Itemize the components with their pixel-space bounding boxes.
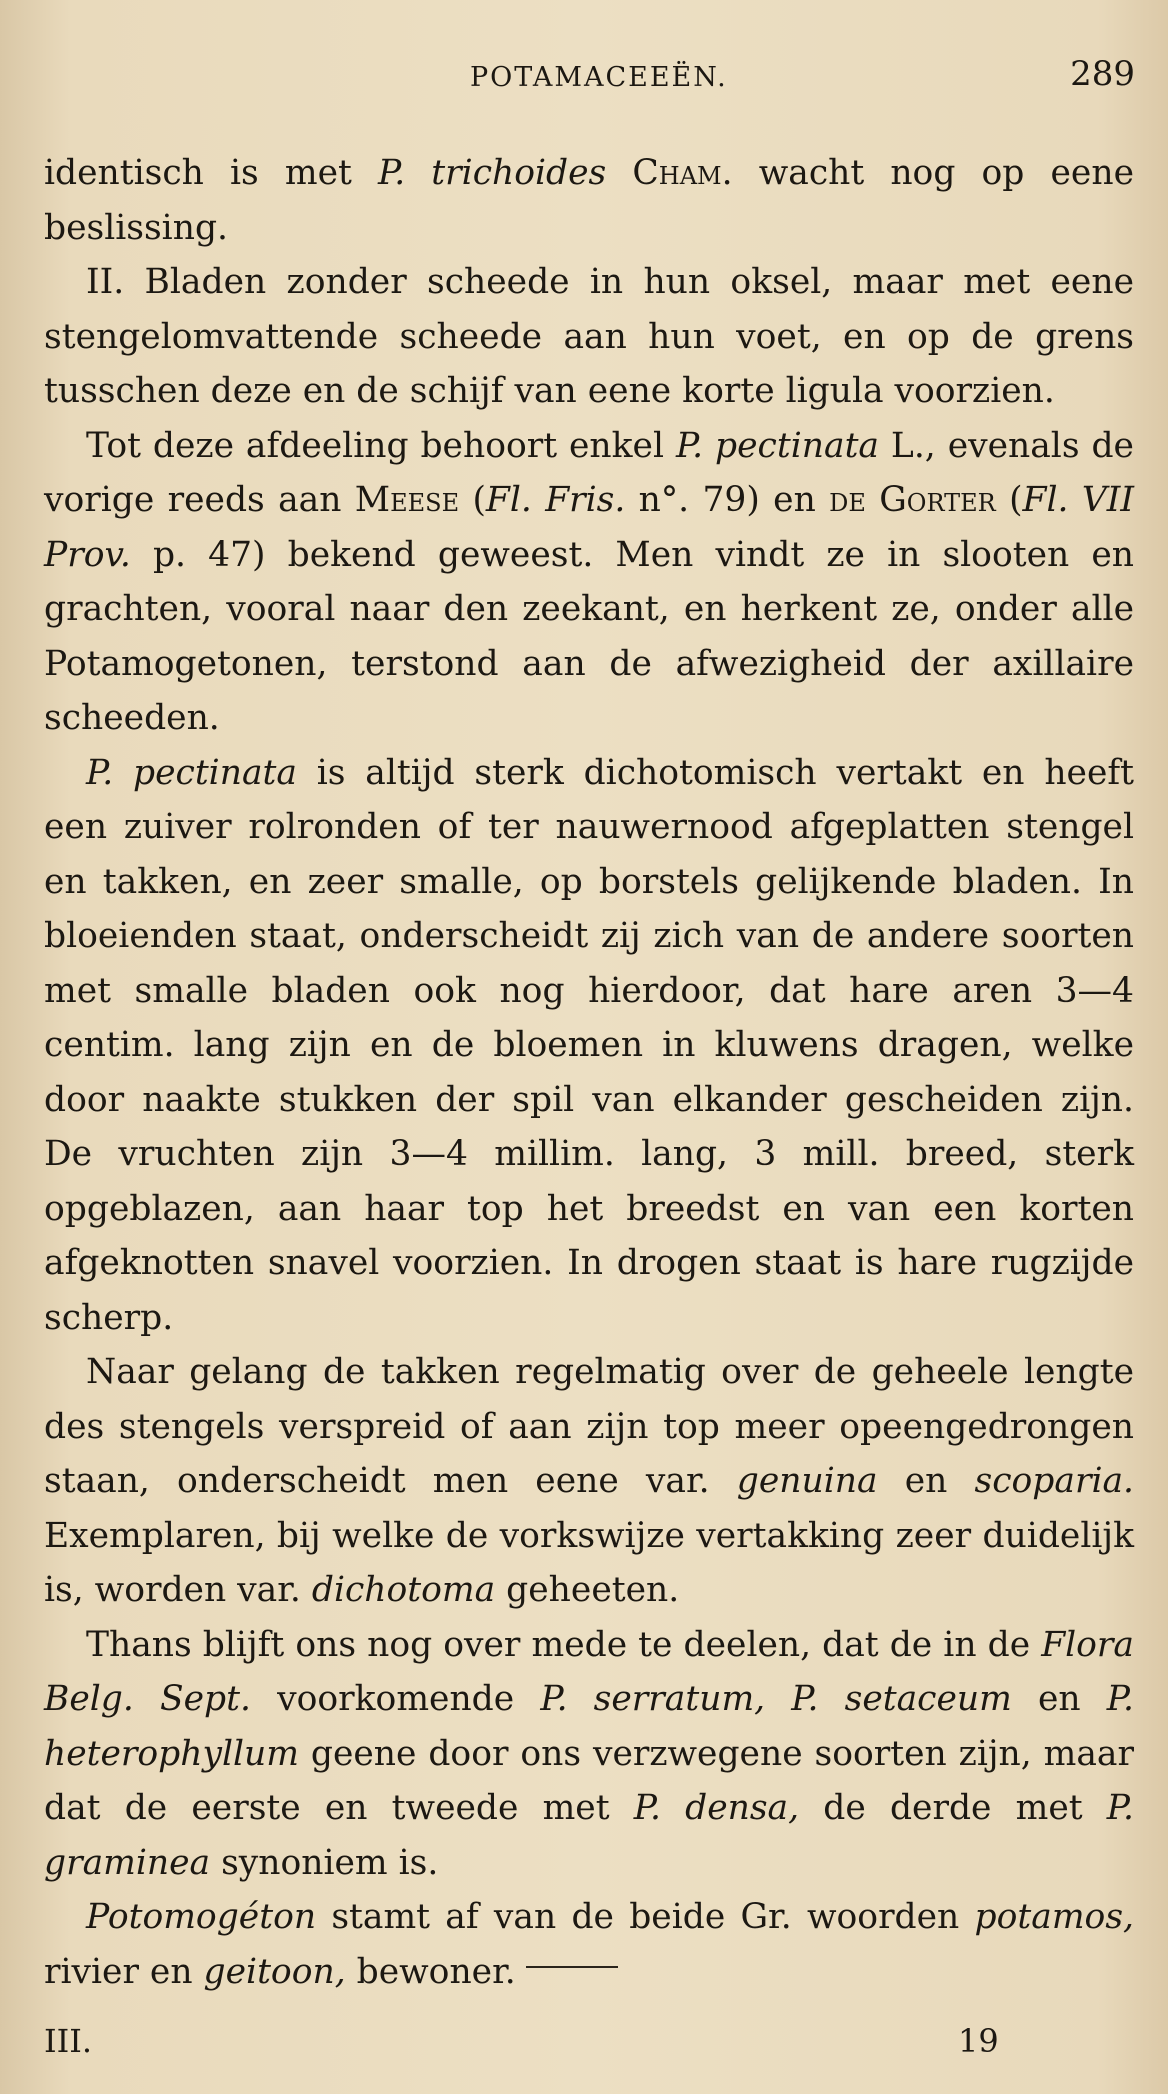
reference-title: Fl. Fris.	[485, 480, 626, 520]
species-name: P. serratum,	[540, 1679, 766, 1719]
text-run: Tot deze afdeeling behoort enkel	[86, 425, 676, 466]
text-run: bewoner.	[345, 1951, 516, 1992]
sheet-number: 19	[958, 2022, 999, 2060]
species-name: P. densa,	[633, 1788, 800, 1828]
text-run: Exemplaren, bij welke de vorkswijze vertakking zeer duidelijk is, worden var.	[44, 1515, 1134, 1610]
text-run: en	[877, 1461, 975, 1501]
author-name: de Gorter	[829, 480, 996, 520]
genus-name: Potomogéton	[86, 1897, 317, 1937]
species-name: P. pectinata	[675, 425, 879, 466]
species-name: P. heterophyllum	[44, 1679, 1134, 1774]
reference-title: Fl. VII Prov.	[44, 480, 1134, 575]
paragraph-5	[44, 1345, 1134, 1618]
species-name: P. graminea	[44, 1788, 1134, 1883]
text-run: identisch is met	[44, 153, 378, 193]
greek-word: potamos,	[974, 1897, 1134, 1937]
paragraph-2	[44, 255, 1134, 419]
paragraph-4	[44, 746, 1134, 1346]
signature-mark: III.	[44, 2022, 93, 2060]
paragraph-6	[44, 1618, 1134, 1891]
text-run: en	[1011, 1679, 1107, 1719]
species-name: P. pectinata	[86, 752, 297, 793]
text-run: stamt af van de beide Gr. woorden	[316, 1897, 975, 1937]
text-run: synoniem is.	[210, 1842, 439, 1883]
text-run: wacht nog op eene beslissing.	[44, 153, 1134, 248]
text-run	[765, 1679, 791, 1719]
text-run: n°. 79) en	[625, 480, 830, 520]
species-name: P. setaceum	[791, 1679, 1012, 1719]
paragraph-1	[44, 146, 1134, 255]
text-run: voorkomende	[250, 1679, 541, 1719]
text-run: geheeten.	[495, 1570, 680, 1610]
variety-name: dichotoma	[311, 1570, 496, 1610]
variety-name: genuina	[736, 1461, 878, 1501]
text-run: geene door ons verzwegene soorten zijn, maar dat de eerste en tweede met	[44, 1733, 1134, 1828]
body-text	[44, 146, 1134, 1999]
text-run: is altijd sterk dichotomisch vertakt en heeft een zuiver rolronden of ter nauwernood afgeplatten stengel en takken, en zeer smalle, op borstels gelijkende bladen. In bloeienden staat, onderscheidt zij zich van de andere soorten met smalle bladen ook nog hierdoor, dat hare aren 3—4 centim. lang zijn en de bloemen in kluwens dragen, welke door naakte stukken der spil van elkander gescheiden zijn. De vruchten zijn 3—4 millim. lang, 3 mill. breed, sterk opgeblazen, aan haar top het breedst en van een korten afgeknotten snavel voorzien. In drogen staat is hare rugzijde scherp.	[44, 752, 1135, 1338]
text-run: de derde met	[799, 1788, 1107, 1828]
section-rule	[526, 1966, 618, 1968]
text-run: L., evenals de vorige reeds aan	[44, 425, 1134, 520]
text-run: (	[995, 480, 1023, 520]
author-name: Cham.	[632, 153, 733, 193]
author-name: Meese	[354, 480, 460, 520]
paragraph-3	[44, 419, 1134, 746]
text-run: (	[459, 480, 486, 520]
text-run: II. Bladen zonder scheede in hun oksel, maar met eene stengelomvattende scheede aan hun voet, en op de grens tusschen deze en de schijf van eene korte ligula voorzien.	[44, 262, 1134, 411]
page-number: 289	[1070, 54, 1135, 94]
text-run: Naar gelang de takken regelmatig over de geheele lengte des stengels verspreid of aan zijn top meer opeengedrongen staan, onderscheidt men eene var.	[44, 1352, 1134, 1501]
greek-word: geitoon,	[203, 1951, 346, 1992]
text-run: p. 47) bekend geweest. Men vindt ze in slooten en grachten, vooral naar den zeekant, en herkent ze, onder alle Potamogetonen, terstond aan de afwezigheid der axillaire scheeden.	[44, 534, 1134, 738]
running-head: POTAMACEEËN.	[470, 62, 728, 93]
text-run: Thans blijft ons nog over mede te deelen, dat de in de	[86, 1624, 1042, 1665]
variety-name: scoparia.	[974, 1461, 1135, 1501]
paragraph-7	[44, 1890, 1134, 1999]
text-run: rivier en	[44, 1951, 204, 1992]
reference-title: Flora Belg. Sept.	[44, 1624, 1134, 1719]
species-name: P. trichoides	[378, 153, 607, 193]
